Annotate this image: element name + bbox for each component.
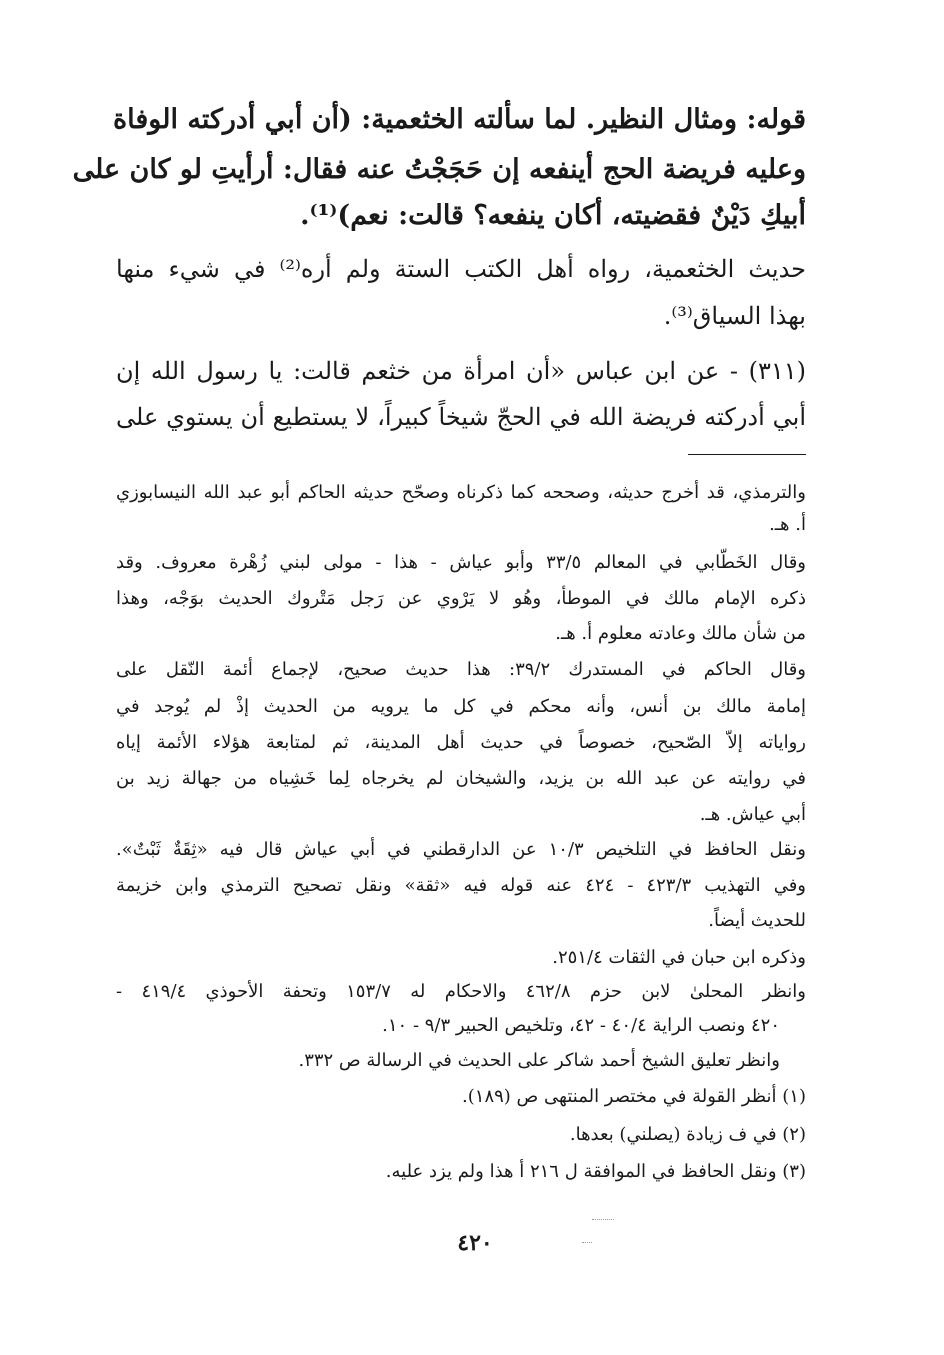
footnote-line: وانظر تعليق الشيخ أحمد شاكر على الحديث في الرسالة ص ٣٣٢. — [298, 1050, 780, 1071]
footnote-line: والترمذي، قد أخرج حديثه، وصححه كما ذكرناه وصحّح حديثه الحاكم أبو عبد الله النيسابوزي — [116, 482, 806, 503]
paragraph-line-2: بهذا السياق⁽³⁾. — [663, 302, 806, 330]
scan-speck — [592, 1219, 614, 1220]
footnote-line: (٢) في ف زيادة (يصلني) بعدها. — [569, 1124, 806, 1145]
footnote-line: وانظر المحلىٰ لابن حزم ٤٦٢/٨ والاحكام له ١٥٣/٧ وتحفة الأحوذي ٤١٩/٤ - — [116, 981, 806, 1002]
footnote-line: وذكره ابن حبان في الثقات ٢٥١/٤. — [552, 947, 806, 968]
footnote-line: (١) أنظر القولة في مختصر المنتهى ص (١٨٩). — [462, 1086, 806, 1107]
footnote-line: ذكره الإمام مالك في الموطأ، وهُو لا يَرْوي عن رَجل مَتْروك الحديث بوَجْه، وهذا — [116, 588, 806, 609]
footnote-line: في روايته عن عبد الله بن يزيد، والشيخان لم يخرجاه لِما خَشِياه من جهالة زيد بن — [116, 768, 806, 789]
footnote-line: وقال الخَطّابي في المعالم ٣٣/٥ وأبو عياش - هذا - مولى لبني زُهْرة معروف. وقد — [116, 552, 806, 573]
footnote-line: إمامة مالك بن أنس، وأنه محكم في كل ما يرويه من الحديث إذْ لم يُوجد في — [116, 696, 806, 717]
footnote-line: وفي التهذيب ٤٢٣/٣ - ٤٢٤ عنه قوله فيه «ثقة» ونقل تصحيح الترمذي وابن خزيمة — [116, 875, 806, 896]
footnote-separator — [688, 454, 806, 455]
heading-line-1: قوله: ومثال النظير. لما سألته الخثعمية: (أن أبي أدركته الوفاة — [113, 104, 806, 135]
hadith-line-1: (٣١١) - عن ابن عباس «أن امرأة من خثعم قالت: يا رسول الله إن — [116, 357, 806, 385]
footnote-line: ٤٢٠ ونصب الراية ٤٠/٤ - ٤٢، وتلخيص الحبير ٩/٣ - ١٠. — [382, 1015, 780, 1036]
heading-line-2: وعليه فريضة الحج أينفعه إن حَجَجْتُ عنه فقال: أرأيتِ لو كان على — [72, 154, 806, 185]
hadith-line-2: أبي أدركته فريضة الله في الحجّ شيخاً كبيراً، لا يستطيع أن يستوي على — [116, 403, 806, 431]
page-number: ٤٢٠ — [457, 1230, 493, 1256]
footnote-line: أبي عياش. هـ. — [699, 804, 806, 825]
scan-speck — [582, 1242, 592, 1243]
footnote-line: (٣) ونقل الحافظ في الموافقة ل ٢١٦ أ هذا ولم يزد عليه. — [385, 1161, 806, 1182]
footnote-line: ونقل الحافظ في التلخيص ١٠/٣ عن الدارقطني في أبي عياش قال فيه «ثِقَةٌ ثَبْتٌ». — [116, 839, 806, 860]
footnote-line: وقال الحاكم في المستدرك ٣٩/٢: هذا حديث صحيح، لإجماع أئمة النّقل على — [116, 659, 807, 680]
heading-line-3: أبيكِ دَيْنٌ فقضيته، أكان ينفعه؟ قالت: نعم)⁽¹⁾. — [300, 200, 806, 231]
footnote-line: من شأن مالك وعادته معلوم أ. هـ. — [555, 623, 806, 644]
footnote-line: رواياته إلاّ الصّحيح، خصوصاً في حديث أهل المدينة، ثم لمتابعة هؤلاء الأئمة إياه — [116, 732, 806, 753]
paragraph-line-1: حديث الخثعمية، رواه أهل الكتب الستة ولم أره⁽²⁾ في شيء منها — [116, 255, 806, 283]
footnote-line: للحديث أيضاً. — [708, 910, 806, 931]
footnote-line: أ. هـ. — [769, 514, 806, 535]
